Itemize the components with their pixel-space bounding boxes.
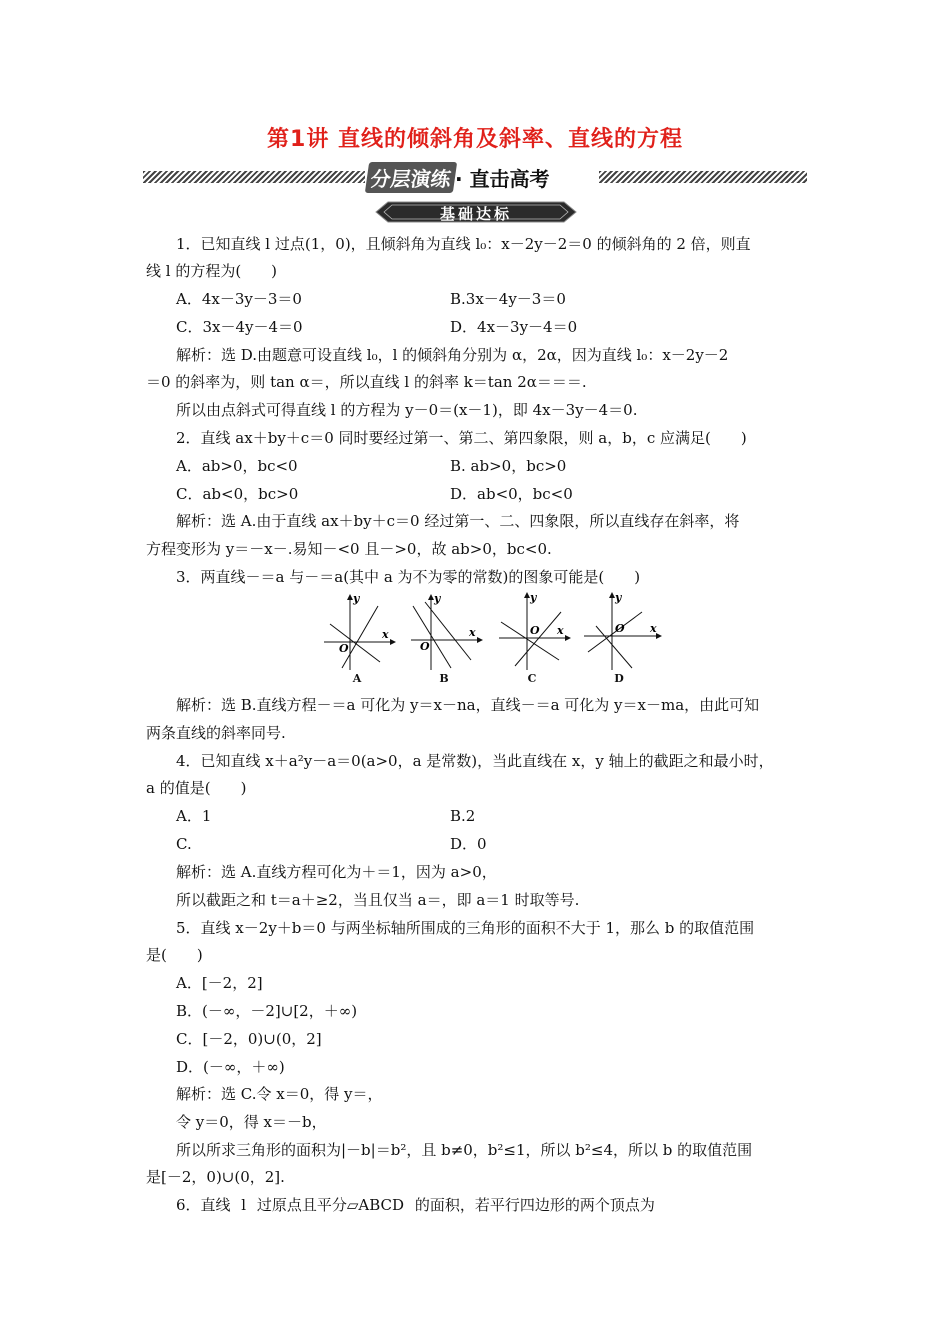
q1-option-c: C．3x－4y－4＝0 xyxy=(176,318,303,336)
q5-option-b: B．(－∞，－2]∪[2，＋∞) xyxy=(176,1002,358,1020)
q1-option-d: D．4x－3y－4＝0 xyxy=(450,318,578,336)
q2-option-a: A．ab>0，bc<0 xyxy=(176,457,298,475)
figure-label-d: D xyxy=(614,672,624,685)
axis-x-label: x xyxy=(382,628,389,641)
q1-solution-line2: ＝0 的斜率为，则 tan α＝，所以直线 l 的斜率 k＝tan 2α＝＝＝. xyxy=(146,373,587,391)
q5-solution-line1: 解析：选 C.令 x＝0，得 y＝， xyxy=(176,1085,383,1103)
banner-text xyxy=(367,162,599,190)
page-title: 第1讲 直线的倾斜角及斜率、直线的方程 xyxy=(267,127,683,152)
q3-solution-line1: 解析：选 B.直线方程－＝a 可化为 y＝x－na，直线－＝a 可化为 y＝x－ma，由此可知 xyxy=(176,696,760,714)
q5-option-c: C．[－2，0)∪(0，2] xyxy=(176,1030,322,1048)
origin-label: O xyxy=(339,642,349,655)
q6-stem-line1: 6．直线 l 过原点且平分▱ABCD 的面积，若平行四边形的两个顶点为 xyxy=(176,1196,655,1214)
origin-label: O xyxy=(530,624,540,637)
q2-stem: 2．直线 ax＋by＋c＝0 同时要经过第一、第二、第四象限，则 a，b，c 应满足( ) xyxy=(176,429,747,447)
axis-y-label: y xyxy=(615,592,622,604)
section-banner xyxy=(143,167,807,191)
figure-label-c: C xyxy=(527,672,537,685)
q2-option-d: D．ab<0，bc<0 xyxy=(450,485,573,503)
axis-y-label: y xyxy=(530,592,537,604)
banner-tag-layered-practice: 分层演练 xyxy=(365,162,457,193)
axis-x-label: x xyxy=(469,626,476,639)
axis-y-label: y xyxy=(353,592,360,605)
q4-option-a: A．1 xyxy=(176,807,212,825)
q3-figure-d xyxy=(580,592,658,688)
q3-figure-a xyxy=(318,592,396,688)
origin-label: O xyxy=(420,640,430,653)
q1-option-b: B.3x－4y－3＝0 xyxy=(450,290,566,308)
q4-solution-line2: 所以截距之和 t＝a＋≥2，当且仅当 a＝，即 a＝1 时取等号. xyxy=(176,891,580,909)
axis-x-label: x xyxy=(557,624,564,637)
banner-stripe-left xyxy=(143,171,365,183)
q5-solution-line4: 是[－2，0)∪(0，2]. xyxy=(146,1168,285,1186)
badge-label: 基础达标 xyxy=(439,205,512,223)
q3-figures xyxy=(318,592,663,688)
q4-option-c: C. xyxy=(176,835,192,853)
q3-figure-b xyxy=(405,592,483,688)
q5-stem-line1: 5．直线 x－2y＋b＝0 与两坐标轴所围成的三角形的面积不大于 1，那么 b 的取值范围 xyxy=(176,919,755,937)
q5-solution-line3: 所以所求三角形的面积为|－b|＝b²，且 b≠0，b²≤1，所以 b²≤4，所以 b 的取值范围 xyxy=(176,1141,753,1159)
q5-solution-line2: 令 y＝0，得 x＝－b， xyxy=(176,1113,327,1131)
figure-label-b: B xyxy=(439,672,449,685)
q5-option-d: D．(－∞，＋∞) xyxy=(176,1058,285,1076)
q4-stem-line1: 4．已知直线 x＋a²y－a＝0(a>0，a 是常数)，当此直线在 x，y 轴上的截距之和最小时， xyxy=(176,752,774,770)
q3-stem: 3．两直线－＝a 与－＝a(其中 a 为不为零的常数)的图象可能是( ) xyxy=(176,568,641,586)
q1-solution-line1: 解析：选 D.由题意可设直线 l₀，l 的倾斜角分别为 α，2α，因为直线 l₀：x－2y－2 xyxy=(176,346,729,364)
q2-option-c: C．ab<0，bc>0 xyxy=(176,485,299,503)
q5-stem-line2: 是( ) xyxy=(146,946,203,964)
q3-figure-c xyxy=(493,592,571,688)
figure-label-a: A xyxy=(352,672,362,685)
q3-solution-line2: 两条直线的斜率同号. xyxy=(146,724,286,742)
axis-x-label: x xyxy=(650,622,657,635)
banner-tag-gaokao: · 直击高考 xyxy=(455,167,550,191)
q4-solution-line1: 解析：选 A.直线方程可化为＋＝1，因为 a>0， xyxy=(176,863,497,881)
banner-stripe-right xyxy=(599,171,807,183)
q1-solution-line3: 所以由点斜式可得直线 l 的方程为 y－0＝(x－1)，即 4x－3y－4＝0. xyxy=(176,401,638,419)
q1-stem-line2: 线 l 的方程为( ) xyxy=(146,262,278,280)
origin-label: O xyxy=(615,622,625,635)
q1-stem-line1: 1．已知直线 l 过点(1，0)，且倾斜角为直线 l₀：x－2y－2＝0 的倾斜角的 2 倍，则直 xyxy=(176,235,751,253)
q5-option-a: A．[－2，2] xyxy=(176,974,263,992)
q1-option-a: A．4x－3y－3＝0 xyxy=(176,290,302,308)
basic-level-badge xyxy=(374,201,578,223)
q2-solution-line2: 方程变形为 y＝－x－.易知－<0 且－>0，故 ab>0，bc<0. xyxy=(146,540,552,558)
q2-option-b: B. ab>0，bc>0 xyxy=(450,457,567,475)
axis-y-label: y xyxy=(434,592,441,605)
q4-option-b: B.2 xyxy=(450,807,476,825)
q4-option-d: D．0 xyxy=(450,835,487,853)
q2-solution-line1: 解析：选 A.由于直线 ax＋by＋c＝0 经过第一、二、四象限，所以直线存在斜率，将 xyxy=(176,512,740,530)
q4-stem-line2: a 的值是( ) xyxy=(146,779,247,797)
